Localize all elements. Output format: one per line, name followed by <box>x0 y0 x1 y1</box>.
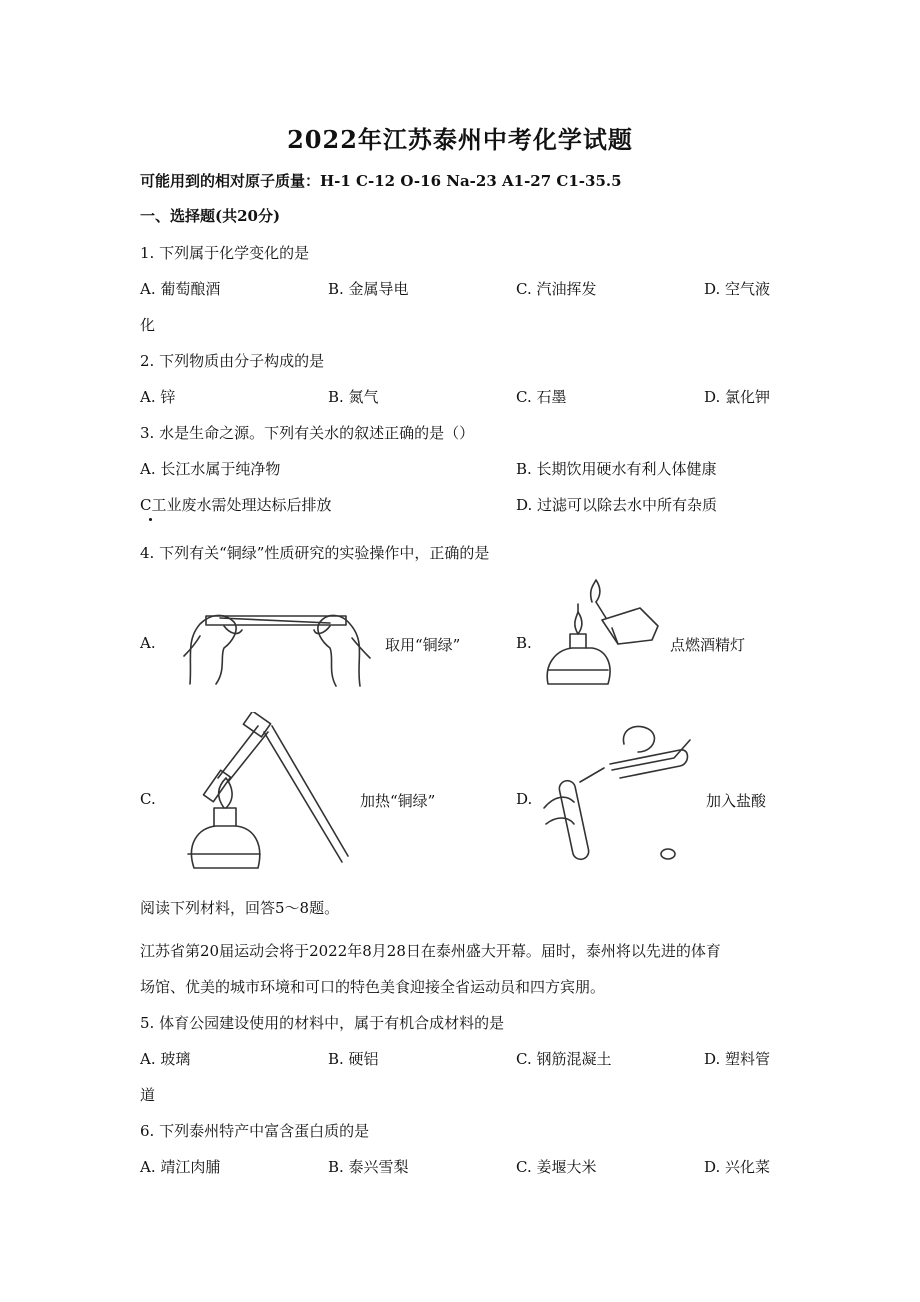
question-6-option-d: D. 兴化菜 <box>704 1158 771 1176</box>
question-1-option-c: C. 汽油挥发 <box>516 280 597 298</box>
question-3-stem: 3. 水是生命之源。下列有关水的叙述正确的是（） <box>140 424 475 442</box>
lamp-lighting-lamp-figure <box>540 578 665 700</box>
question-5-option-b: B. 硬铝 <box>328 1050 379 1068</box>
adding-acid-to-test-tube-figure <box>540 720 700 870</box>
question-6-option-c: C. 姜堰大米 <box>516 1158 597 1176</box>
section-title: 一、选择题(共20分) <box>140 207 281 225</box>
question-3-option-c: C工业废水需处理达标后排放 <box>140 496 332 514</box>
question-4-stem: 4. 下列有关“铜绿”性质研究的实验操作中，正确的是 <box>140 544 490 562</box>
atomic-mass-note: 可能用到的相对原子质量：H-1 C-12 O-16 Na-23 A1-27 C1-35.5 <box>140 172 622 190</box>
question-6-option-a: A. 靖江肉脯 <box>140 1158 221 1176</box>
question-2-option-a: A. 锌 <box>140 388 176 406</box>
question-3-option-d: D. 过滤可以除去水中所有杂质 <box>516 496 718 514</box>
question-5-option-a: A. 玻璃 <box>140 1050 191 1068</box>
question-6-option-b: B. 泰兴雪梨 <box>328 1158 409 1176</box>
question-2-stem: 2. 下列物质由分子构成的是 <box>140 352 325 370</box>
question-1-option-d-wrap: 化 <box>140 316 156 334</box>
question-6-stem: 6. 下列泰州特产中富含蛋白质的是 <box>140 1122 370 1140</box>
question-1-option-d: D. 空气液 <box>704 280 771 298</box>
question-4-option-c-letter: C. <box>140 790 156 808</box>
passage-line-1: 江苏省第20届运动会将于2022年8月28日在泰州盛大开幕。届时，泰州将以先进的体育 <box>140 942 721 960</box>
question-5-stem: 5. 体育公园建设使用的材料中，属于有机合成材料的是 <box>140 1014 505 1032</box>
heating-test-tube-figure <box>172 712 352 878</box>
question-4-option-d-caption: 加入盐酸 <box>706 792 767 810</box>
question-4-option-c-caption: 加热“铜绿” <box>360 792 436 810</box>
hands-holding-test-tube-figure <box>180 596 380 692</box>
question-1-option-b: B. 金属导电 <box>328 280 409 298</box>
passage-line-2: 场馆、优美的城市环境和可口的特色美食迎接全省运动员和四方宾朋。 <box>140 978 606 996</box>
question-5-option-d: D. 塑料管 <box>704 1050 771 1068</box>
question-3-option-b: B. 长期饮用硬水有利人体健康 <box>516 460 717 478</box>
question-4-option-a-letter: A. <box>140 634 156 652</box>
question-4-option-b-caption: 点燃酒精灯 <box>670 636 746 654</box>
question-2-option-c: C. 石墨 <box>516 388 567 406</box>
question-1-stem: 1. 下列属于化学变化的是 <box>140 244 310 262</box>
question-5-option-c: C. 钢筋混凝土 <box>516 1050 612 1068</box>
page-title: 2022年江苏泰州中考化学试题 <box>287 125 633 154</box>
stray-dot <box>149 518 152 521</box>
question-2-option-d: D. 氯化钾 <box>704 388 771 406</box>
question-4-option-a-caption: 取用“铜绿” <box>385 636 461 654</box>
reading-prompt: 阅读下列材料，回答5～8题。 <box>140 899 340 917</box>
question-3-option-a: A. 长江水属于纯净物 <box>140 460 281 478</box>
question-4-option-d-letter: D. <box>516 790 533 808</box>
question-1-option-a: A. 葡萄酿酒 <box>140 280 221 298</box>
question-4-option-b-letter: B. <box>516 634 532 652</box>
question-2-option-b: B. 氮气 <box>328 388 379 406</box>
question-5-option-d-wrap: 道 <box>140 1086 156 1104</box>
